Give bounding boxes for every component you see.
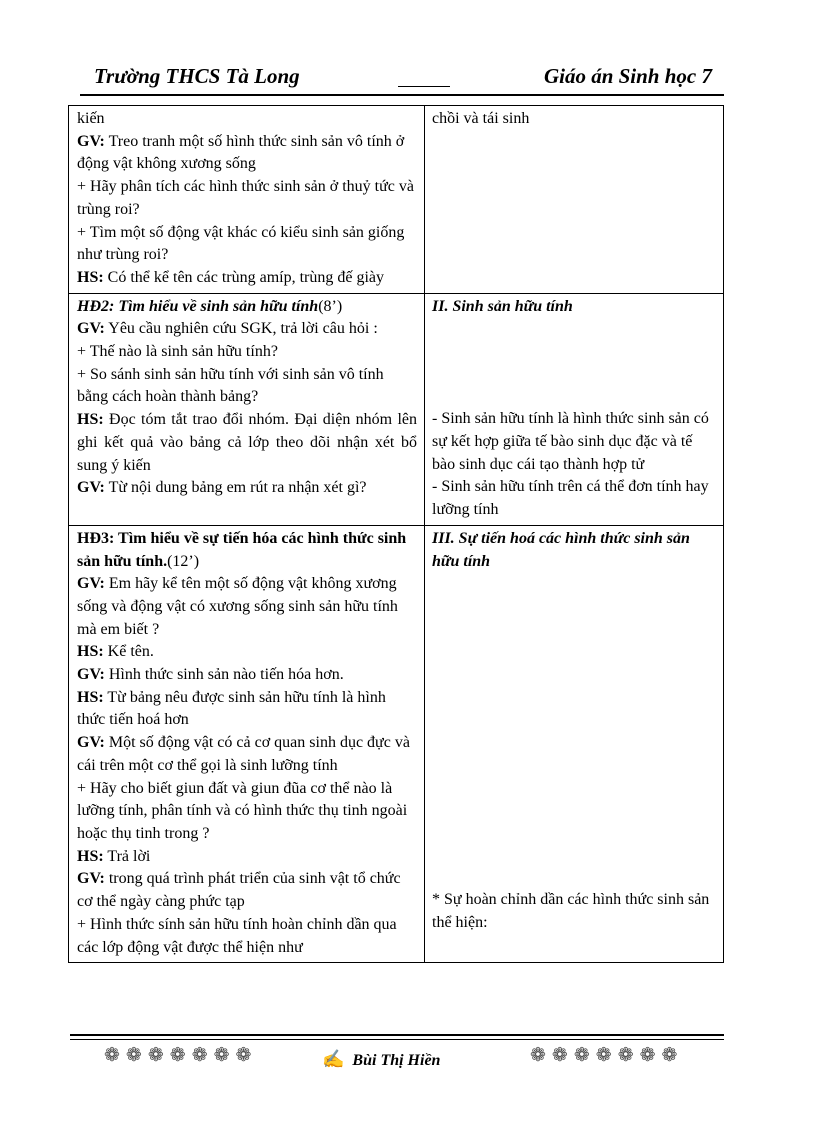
content-cell <box>425 525 724 962</box>
table-row <box>69 293 724 525</box>
paragraph: * Sự hoàn chỉnh dần các hình thức sinh sản thể hiện: <box>432 891 710 931</box>
flower-icon: ❁ <box>213 1045 230 1066</box>
flower-icon: ❁ <box>191 1045 208 1066</box>
flower-border-right <box>530 1044 677 1067</box>
spacer <box>432 318 717 408</box>
activity-cell <box>69 293 425 525</box>
activity-cell <box>69 106 425 294</box>
page-header <box>80 60 724 96</box>
paragraph: kiến <box>77 110 105 127</box>
paragraph: HS: Đọc tóm tắt trao đổi nhóm. Đại diện nhóm lên ghi kết quả vào bảng cả lớp theo dõi nhận xét bổ sung ý kiến <box>77 411 417 474</box>
flower-icon: ❁ <box>551 1045 568 1066</box>
header-rule <box>80 94 724 96</box>
flower-icon: ❁ <box>573 1045 590 1066</box>
spacer <box>432 573 717 889</box>
paragraph: - Sinh sản hữu tính là hình thức sinh sản có sự kết hợp giữa tế bào sinh dục đặc và tế bào sinh dục cái tạo thành hợp tử <box>432 410 709 473</box>
table-row <box>69 106 724 294</box>
paragraph: GV: Hình thức sinh sản nào tiến hóa hơn. <box>77 666 344 684</box>
content-cell <box>425 293 724 525</box>
author-signature <box>322 1049 440 1070</box>
paragraph: HS: Trả lời <box>77 847 151 865</box>
paragraph: HS: Từ bảng nêu được sinh sản hữu tính là hình thức tiến hoá hơn <box>77 688 386 729</box>
header-underline-blank <box>398 68 450 87</box>
paragraph: + Hãy cho biết giun đất và giun đũa cơ thể nào là lưỡng tính, phân tính và có hình thức thụ tinh ngoài hoặc thụ tinh trong ? <box>77 779 408 842</box>
flower-icon: ❁ <box>661 1045 678 1066</box>
paragraph: HS: Kể tên. <box>77 643 154 661</box>
activity-cell <box>69 525 425 962</box>
flower-icon: ❁ <box>147 1045 164 1066</box>
paragraph: - Sinh sản hữu tính trên cá thể đơn tính hay lưỡng tính <box>432 478 709 519</box>
paragraph: GV: Em hãy kể tên một số động vật không xương sống và động vật có xương sống sinh sản hữu tính mà em biết ? <box>77 575 398 638</box>
paragraph: GV: Treo tranh một số hình thức sinh sản vô tính ở động vật không xương sống <box>77 132 405 173</box>
paragraph: GV: Từ nội dung bảng em rút ra nhận xét gì? <box>77 479 367 497</box>
flower-border-left <box>104 1044 251 1067</box>
paragraph: + Hãy phân tích các hình thức sinh sản ở thuỷ tức và trùng roi? <box>77 178 414 218</box>
flower-icon: ❁ <box>125 1045 142 1066</box>
flower-icon: ❁ <box>595 1045 612 1066</box>
author-name: Bùi Thị Hiền <box>352 1052 441 1069</box>
table-row <box>69 525 724 962</box>
content-cell <box>425 106 724 294</box>
paragraph: GV: Yêu cầu nghiên cứu SGK, trả lời câu hỏi : <box>77 320 378 338</box>
footer-rule-thick <box>70 1034 724 1036</box>
flower-icon: ❁ <box>235 1045 252 1066</box>
flower-icon: ❁ <box>617 1045 634 1066</box>
flower-icon: ❁ <box>104 1045 120 1066</box>
flower-icon: ❁ <box>530 1045 546 1066</box>
paragraph: GV: Một số động vật có cả cơ quan sinh dục đực và cái trên một cơ thể gọi là sinh lưỡng tính <box>77 734 410 774</box>
paragraph: + So sánh sinh sản hữu tính với sinh sản vô tính bằng cách hoàn thành bảng? <box>77 365 384 406</box>
flower-icon: ❁ <box>169 1045 186 1066</box>
paragraph: GV: trong quá trình phát triển của sinh vật tổ chức cơ thể ngày càng phức tạp <box>77 870 401 911</box>
activity-heading: HĐ2: Tìm hiểu về sinh sản hữu tính(8’) <box>77 297 343 315</box>
section-heading: III. Sự tiến hoá các hình thức sinh sản hữu tính <box>432 529 690 570</box>
activity-heading: HĐ3: Tìm hiểu về sự tiến hóa các hình thức sinh sản hữu tính.(12’) <box>77 529 407 570</box>
paragraph: + Tìm một số động vật khác có kiểu sinh sản giống như trùng roi? <box>77 223 405 264</box>
school-name: Trường THCS Tà Long <box>94 64 300 88</box>
paragraph: chồi và tái sinh <box>432 110 530 127</box>
section-heading: II. Sinh sản hữu tính <box>432 297 573 315</box>
footer-rule-thin <box>70 1039 724 1040</box>
paragraph: + Thế nào là sinh sản hữu tính? <box>77 343 278 361</box>
subject-title: Giáo án Sinh học 7 <box>543 64 712 88</box>
flower-icon: ❁ <box>639 1045 656 1066</box>
lesson-table <box>68 105 724 963</box>
pen-icon: ✍ <box>322 1049 345 1069</box>
paragraph: + Hình thức sính sản hữu tính hoàn chỉnh dần qua các lớp động vật được thể hiện như <box>77 915 397 956</box>
paragraph: HS: Có thể kể tên các trùng amíp, trùng đế giày <box>77 268 385 286</box>
